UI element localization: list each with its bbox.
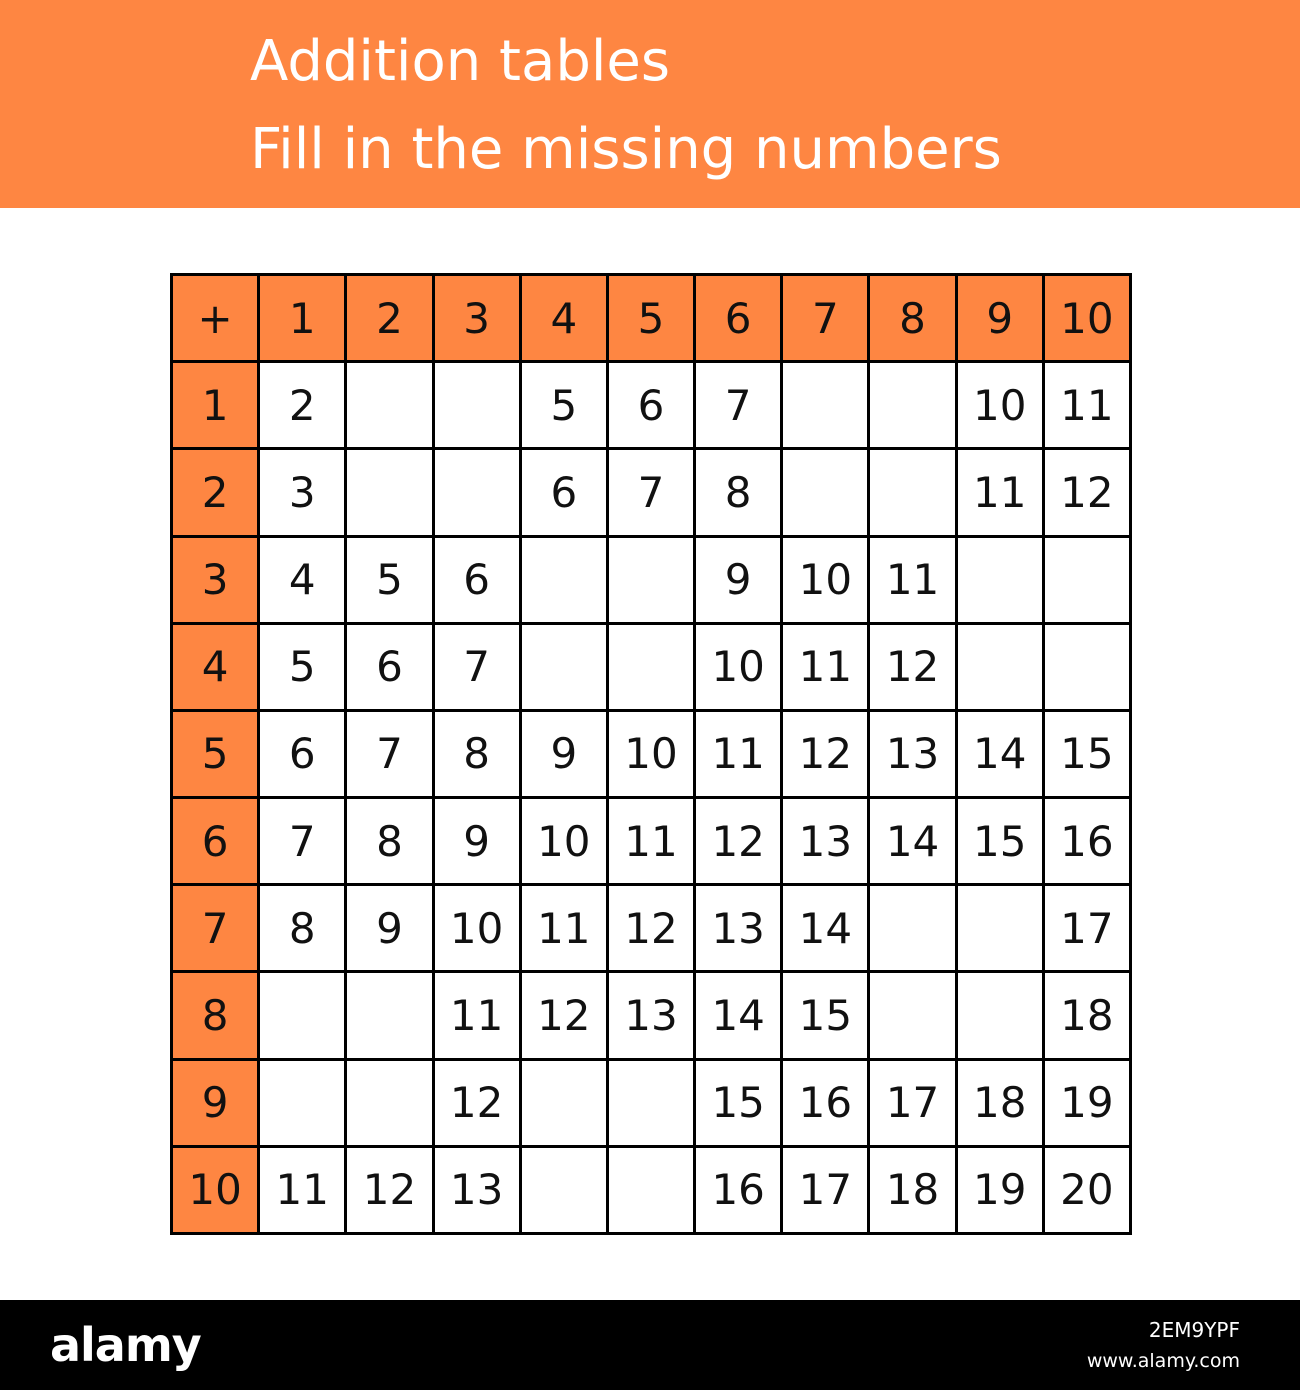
brand-logo: alamy <box>50 1318 201 1372</box>
table-cell: 10 <box>696 625 780 709</box>
blank-cell[interactable] <box>609 538 693 622</box>
table-cell: 11 <box>435 973 519 1057</box>
table-cell: 12 <box>347 1148 431 1232</box>
blank-cell[interactable] <box>609 625 693 709</box>
table-cell: 11 <box>696 712 780 796</box>
table-cell: 4 <box>260 538 344 622</box>
title-line-1: Addition tables <box>250 29 671 94</box>
table-cell: 19 <box>1045 1061 1129 1145</box>
table-cell: 18 <box>958 1061 1042 1145</box>
blank-cell[interactable] <box>260 1061 344 1145</box>
table-cell: 12 <box>783 712 867 796</box>
table-cell: 17 <box>783 1148 867 1232</box>
image-id: 2EM9YPF <box>1148 1318 1240 1342</box>
watermark-footer <box>0 1300 1300 1390</box>
row-header: 9 <box>173 1061 257 1145</box>
title-banner <box>0 0 1300 208</box>
table-cell: 12 <box>1045 450 1129 534</box>
table-cell: 12 <box>522 973 606 1057</box>
blank-cell[interactable] <box>1045 625 1129 709</box>
addition-table <box>170 273 1132 1235</box>
table-cell: 5 <box>347 538 431 622</box>
table-cell: 2 <box>260 363 344 447</box>
table-cell: 16 <box>1045 799 1129 883</box>
column-header: 10 <box>1045 276 1129 360</box>
table-cell: 17 <box>870 1061 954 1145</box>
table-cell: 16 <box>696 1148 780 1232</box>
table-cell: 15 <box>783 973 867 1057</box>
table-cell: 11 <box>870 538 954 622</box>
blank-cell[interactable] <box>522 538 606 622</box>
column-header: 7 <box>783 276 867 360</box>
row-header: 1 <box>173 363 257 447</box>
table-cell: 14 <box>783 886 867 970</box>
table-cell: 8 <box>696 450 780 534</box>
site-url: www.alamy.com <box>1086 1350 1240 1372</box>
table-cell: 6 <box>522 450 606 534</box>
table-cell: 8 <box>435 712 519 796</box>
table-cell: 6 <box>347 625 431 709</box>
blank-cell[interactable] <box>958 886 1042 970</box>
table-cell: 9 <box>522 712 606 796</box>
column-header: 1 <box>260 276 344 360</box>
table-cell: 5 <box>522 363 606 447</box>
table-cell: 18 <box>870 1148 954 1232</box>
blank-cell[interactable] <box>783 363 867 447</box>
table-cell: 7 <box>347 712 431 796</box>
table-cell: 8 <box>260 886 344 970</box>
blank-cell[interactable] <box>609 1061 693 1145</box>
table-cell: 11 <box>260 1148 344 1232</box>
table-cell: 9 <box>435 799 519 883</box>
blank-cell[interactable] <box>1045 538 1129 622</box>
table-cell: 14 <box>870 799 954 883</box>
column-header: 3 <box>435 276 519 360</box>
column-header: 9 <box>958 276 1042 360</box>
row-header: 3 <box>173 538 257 622</box>
blank-cell[interactable] <box>522 1148 606 1232</box>
table-cell: 13 <box>696 886 780 970</box>
table-cell: 6 <box>435 538 519 622</box>
row-header: 10 <box>173 1148 257 1232</box>
table-cell: 12 <box>609 886 693 970</box>
table-cell: 10 <box>522 799 606 883</box>
blank-cell[interactable] <box>958 538 1042 622</box>
table-cell: 15 <box>958 799 1042 883</box>
table-cell: 16 <box>783 1061 867 1145</box>
row-header: 4 <box>173 625 257 709</box>
table-cell: 12 <box>435 1061 519 1145</box>
table-cell: 13 <box>783 799 867 883</box>
table-cell: 11 <box>609 799 693 883</box>
table-cell: 11 <box>783 625 867 709</box>
table-cell: 7 <box>696 363 780 447</box>
table-cell: 8 <box>347 799 431 883</box>
table-cell: 6 <box>260 712 344 796</box>
row-header: 2 <box>173 450 257 534</box>
table-cell: 6 <box>609 363 693 447</box>
table-cell: 13 <box>870 712 954 796</box>
table-cell: 19 <box>958 1148 1042 1232</box>
table-cell: 11 <box>958 450 1042 534</box>
column-header: 4 <box>522 276 606 360</box>
blank-cell[interactable] <box>347 973 431 1057</box>
blank-cell[interactable] <box>260 973 344 1057</box>
blank-cell[interactable] <box>609 1148 693 1232</box>
blank-cell[interactable] <box>870 886 954 970</box>
blank-cell[interactable] <box>347 1061 431 1145</box>
table-cell: 11 <box>522 886 606 970</box>
column-header: 8 <box>870 276 954 360</box>
blank-cell[interactable] <box>870 973 954 1057</box>
blank-cell[interactable] <box>958 973 1042 1057</box>
table-cell: 3 <box>260 450 344 534</box>
blank-cell[interactable] <box>435 450 519 534</box>
table-cell: 14 <box>958 712 1042 796</box>
table-cell: 7 <box>609 450 693 534</box>
table-cell: 10 <box>435 886 519 970</box>
table-cell: 17 <box>1045 886 1129 970</box>
table-cell: 11 <box>1045 363 1129 447</box>
table-cell: 10 <box>783 538 867 622</box>
table-cell: 10 <box>609 712 693 796</box>
table-cell: 18 <box>1045 973 1129 1057</box>
row-header: 5 <box>173 712 257 796</box>
blank-cell[interactable] <box>522 625 606 709</box>
table-cell: 7 <box>260 799 344 883</box>
blank-cell[interactable] <box>958 625 1042 709</box>
table-cell: 10 <box>958 363 1042 447</box>
column-header: 2 <box>347 276 431 360</box>
column-header: 6 <box>696 276 780 360</box>
column-header: 5 <box>609 276 693 360</box>
table-cell: 12 <box>870 625 954 709</box>
table-cell: 13 <box>435 1148 519 1232</box>
table-cell: 15 <box>1045 712 1129 796</box>
row-header: 8 <box>173 973 257 1057</box>
table-cell: 9 <box>347 886 431 970</box>
row-header: 7 <box>173 886 257 970</box>
table-cell: 5 <box>260 625 344 709</box>
blank-cell[interactable] <box>522 1061 606 1145</box>
table-cell: 9 <box>696 538 780 622</box>
table-cell: 14 <box>696 973 780 1057</box>
blank-cell[interactable] <box>870 450 954 534</box>
blank-cell[interactable] <box>347 363 431 447</box>
table-cell: 13 <box>609 973 693 1057</box>
blank-cell[interactable] <box>870 363 954 447</box>
title-line-2: Fill in the missing numbers <box>250 117 1002 182</box>
blank-cell[interactable] <box>435 363 519 447</box>
table-cell: 12 <box>696 799 780 883</box>
corner-cell: + <box>173 276 257 360</box>
table-cell: 7 <box>435 625 519 709</box>
blank-cell[interactable] <box>783 450 867 534</box>
table-cell: 15 <box>696 1061 780 1145</box>
row-header: 6 <box>173 799 257 883</box>
table-cell: 20 <box>1045 1148 1129 1232</box>
blank-cell[interactable] <box>347 450 431 534</box>
